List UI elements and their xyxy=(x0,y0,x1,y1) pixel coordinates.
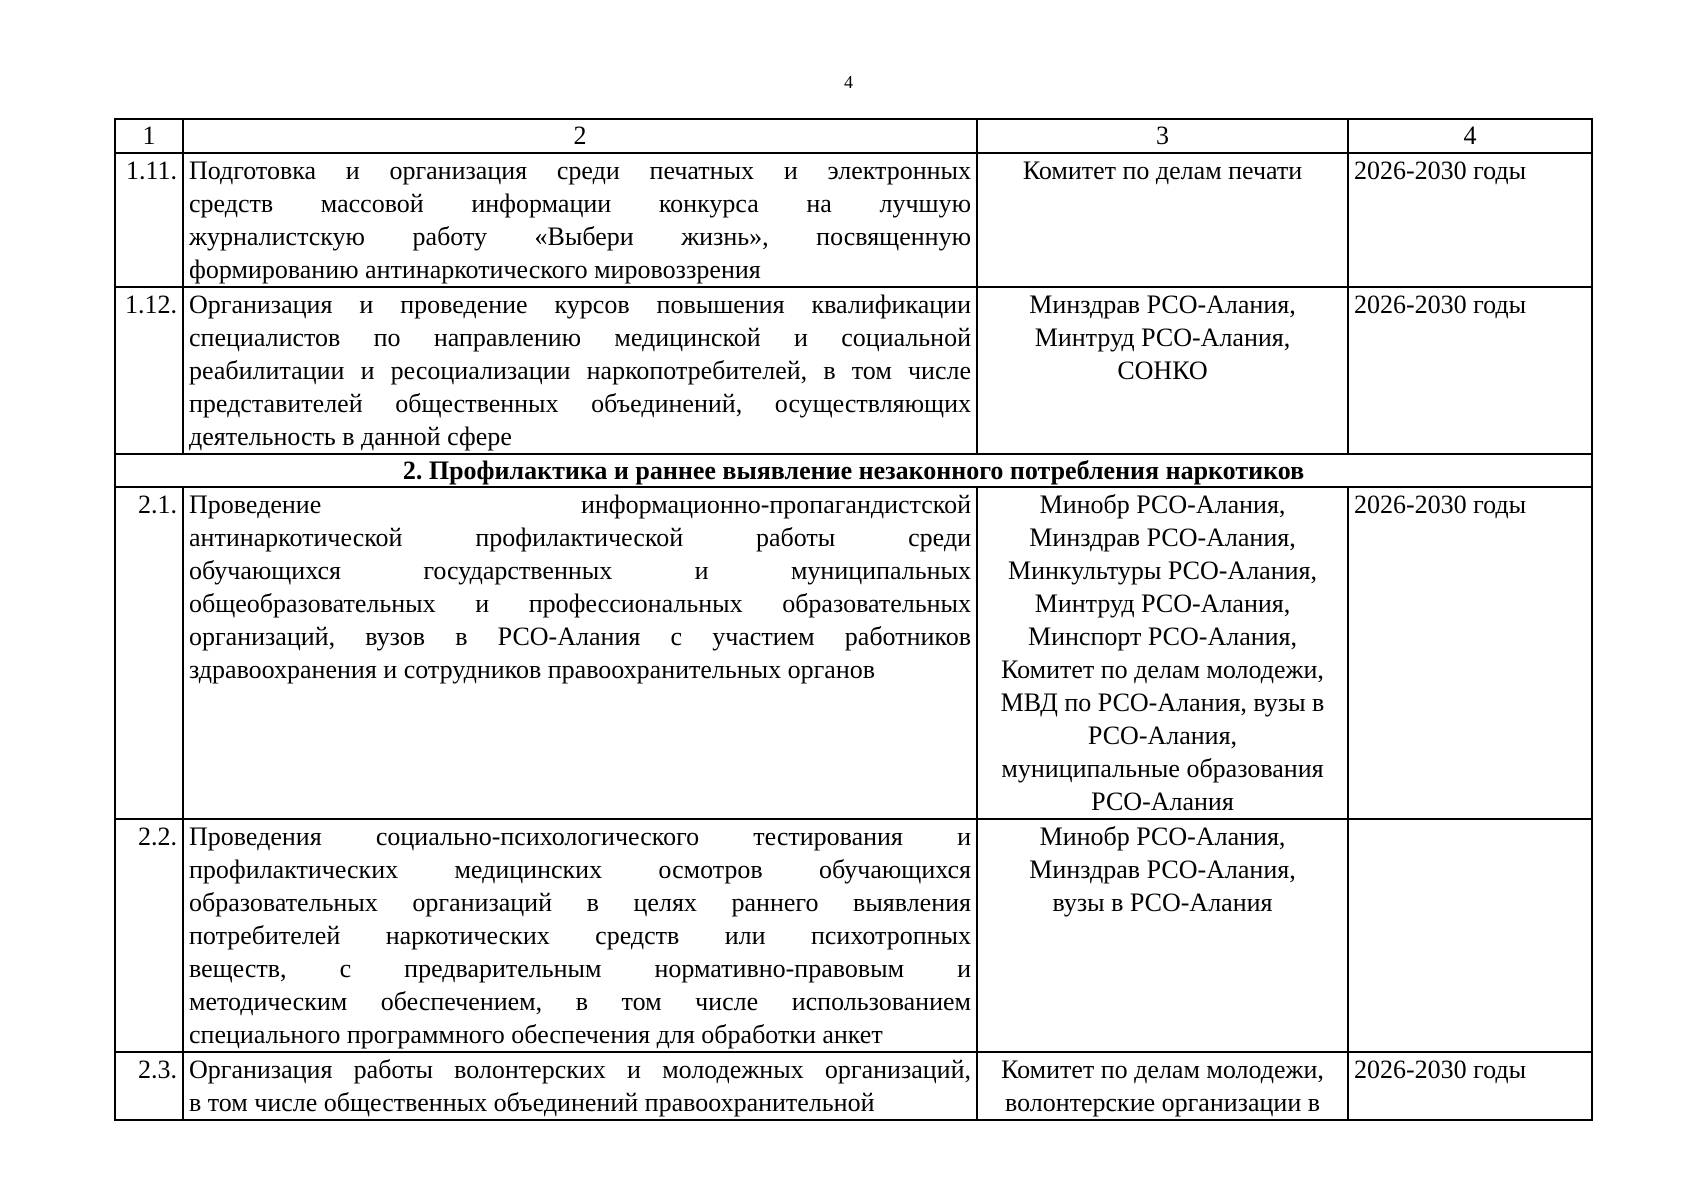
item-responsible xyxy=(977,287,1348,454)
responsible-line: СОНКО xyxy=(1117,356,1208,385)
responsible-line: вузы в РСО-Алания xyxy=(1052,888,1273,917)
description-line: обучающихся государственных и муниципальных xyxy=(189,556,971,585)
item-number: 2.3. xyxy=(115,1052,183,1120)
description-line: формированию антинаркотического мировоззрения xyxy=(189,255,761,284)
description-line: общеобразовательных и профессиональных образовательных xyxy=(189,589,971,618)
description-line: средств массовой информации конкурса на лучшую xyxy=(189,189,971,218)
responsible-line: Минтруд РСО-Алания, xyxy=(1034,589,1291,618)
header-cell: 4 xyxy=(1348,119,1592,153)
section-title: 2. Профилактика и раннее выявление незаконного потребления наркотиков xyxy=(115,454,1592,487)
item-term: 2026-2030 годы xyxy=(1348,1052,1592,1120)
responsible-line: Минкультуры РСО-Алания, xyxy=(1007,556,1318,585)
item-description xyxy=(183,287,977,454)
item-description xyxy=(183,487,977,819)
table-row xyxy=(115,1052,1592,1120)
responsible-line: Минздрав РСО-Алания, xyxy=(1029,523,1296,552)
item-number: 1.11. xyxy=(115,153,183,287)
item-number: 2.2. xyxy=(115,819,183,1052)
description-line: веществ, с предварительным нормативно-правовым и xyxy=(189,954,971,983)
header-row xyxy=(115,119,1592,153)
item-term xyxy=(1348,819,1592,1052)
responsible-line: РСО-Алания, xyxy=(1087,721,1238,750)
responsible-line: Минздрав РСО-Алания, xyxy=(1029,855,1296,884)
description-line: Подготовка и организация среди печатных и электронных xyxy=(189,156,971,185)
page-number: 4 xyxy=(844,72,853,92)
description-line: специального программного обеспечения для обработки анкет xyxy=(189,1020,883,1049)
responsible-line: муниципальные образования xyxy=(1001,754,1324,783)
item-term: 2026-2030 годы xyxy=(1348,153,1592,287)
table-row xyxy=(115,153,1592,287)
section-row xyxy=(115,454,1592,487)
item-responsible xyxy=(977,819,1348,1052)
description-line: здравоохранения и сотрудников правоохранительных органов xyxy=(189,655,876,684)
description-line: Проведения социально-психологического тестирования и xyxy=(189,822,971,851)
description-line: представителей общественных объединений, осуществляющих xyxy=(189,389,971,418)
item-responsible xyxy=(977,153,1348,287)
description-line: образовательных организаций в целях раннего выявления xyxy=(189,888,971,917)
table-row xyxy=(115,487,1592,819)
item-responsible xyxy=(977,1052,1348,1120)
responsible-line: Минобр РСО-Алания, xyxy=(1039,490,1286,519)
table-row xyxy=(115,819,1592,1052)
description-line: антинаркотической профилактической работы среди xyxy=(189,523,971,552)
description-line: деятельность в данной сфере xyxy=(189,422,512,451)
responsible-line: волонтерские организации в xyxy=(1004,1088,1321,1117)
responsible-line: МВД по РСО-Алания, вузы в xyxy=(1000,688,1325,717)
responsible-line: Минобр РСО-Алания, xyxy=(1039,822,1286,851)
header-cell: 1 xyxy=(115,119,183,153)
responsible-line: Комитет по делам молодежи, xyxy=(1001,655,1324,684)
description-line: организаций, вузов в РСО-Алания с участием работников xyxy=(189,622,971,651)
description-line: потребителей наркотических средств или психотропных xyxy=(189,921,971,950)
responsible-line: Минтруд РСО-Алания, xyxy=(1034,323,1291,352)
description-line: специалистов по направлению медицинской и социальной xyxy=(189,323,971,352)
description-line: в том числе общественных объединений правоохранительной xyxy=(189,1088,875,1117)
item-term: 2026-2030 годы xyxy=(1348,487,1592,819)
description-line: методическим обеспечением, в том числе использованием xyxy=(189,987,971,1016)
description-line: журналистскую работу «Выбери жизнь», посвященную xyxy=(189,222,971,251)
description-line: Организация и проведение курсов повышения квалификации xyxy=(189,290,971,319)
item-description xyxy=(183,153,977,287)
responsible-line: Минспорт РСО-Алания, xyxy=(1027,622,1298,651)
description-line: Организация работы волонтерских и молодежных организаций, xyxy=(189,1055,971,1084)
description-line: реабилитации и ресоциализации наркопотребителей, в том числе xyxy=(189,356,971,385)
plan-table xyxy=(114,118,1593,1121)
item-description xyxy=(183,819,977,1052)
table-row xyxy=(115,287,1592,454)
item-number: 2.1. xyxy=(115,487,183,819)
item-number: 1.12. xyxy=(115,287,183,454)
item-term: 2026-2030 годы xyxy=(1348,287,1592,454)
description-line: Проведение информационно-пропагандистской xyxy=(189,490,971,519)
header-cell: 3 xyxy=(977,119,1348,153)
item-description xyxy=(183,1052,977,1120)
responsible-line: РСО-Алания xyxy=(1091,787,1234,816)
description-line: профилактических медицинских осмотров обучающихся xyxy=(189,855,971,884)
item-responsible xyxy=(977,487,1348,819)
header-cell: 2 xyxy=(183,119,977,153)
responsible-line: Минздрав РСО-Алания, xyxy=(1029,290,1296,319)
responsible-line: Комитет по делам молодежи, xyxy=(1001,1055,1324,1084)
responsible-line: Комитет по делам печати xyxy=(1022,156,1303,185)
